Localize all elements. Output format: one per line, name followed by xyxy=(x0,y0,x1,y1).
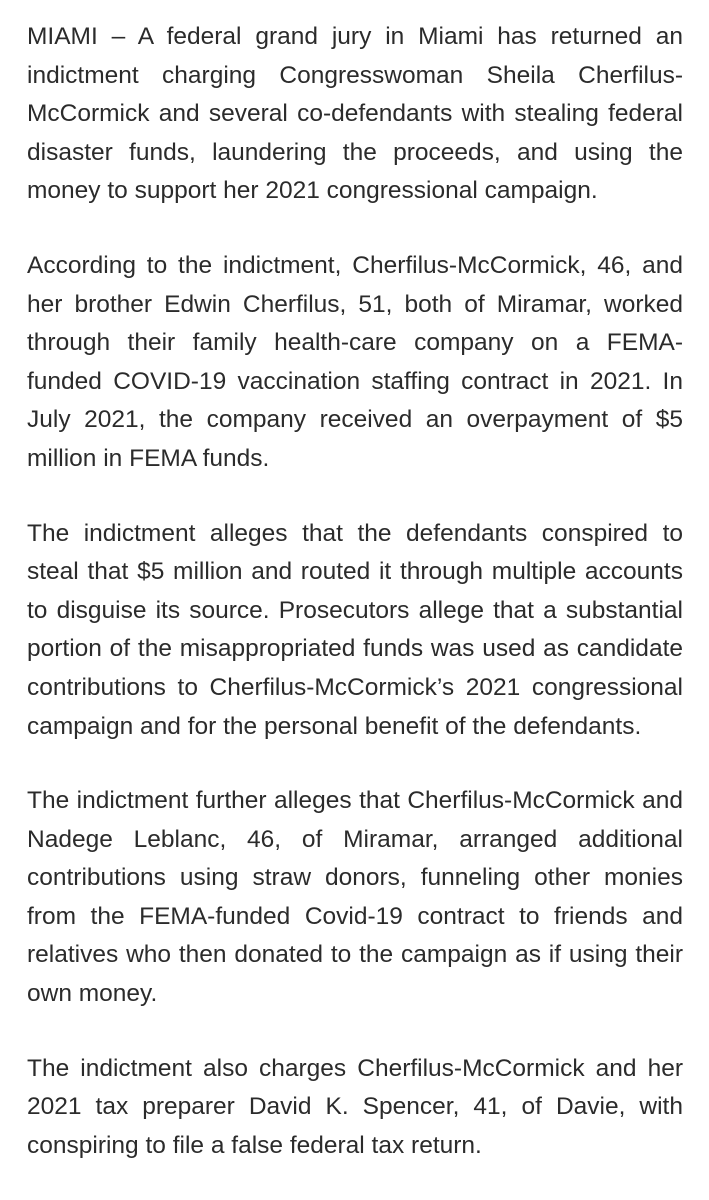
paragraph-intro: MIAMI – A federal grand jury in Miami has returned an indictment charging Congresswoman Sheila Cherfilus-McCormick and several co-defendants with stealing federal disaster funds, laundering the proceeds, and using the money to support her 2021 congressional campaign. xyxy=(27,23,683,205)
paragraph-tax-charges: The indictment also charges Cherfilus-McCormick and her 2021 tax preparer David K. Spencer, 41, of Davie, with conspiring to file a false federal tax return. xyxy=(27,1054,683,1159)
article-body xyxy=(27,18,683,1165)
paragraph-indictment-details: According to the indictment, Cherfilus-McCormick, 46, and her brother Edwin Cherfilus, 51, both of Miramar, worked through their family health-care company on a FEMA-funded COVID-19 vaccination staffing contract in 2021. In July 2021, the company received an overpayment of $5 million in FEMA funds. xyxy=(27,251,683,472)
paragraph-allegations: The indictment alleges that the defendants conspired to steal that $5 million and routed it through multiple accounts to disguise its source. Prosecutors allege that a substantial portion of the misappropriated funds was used as candidate contributions to Cherfilus-McCormick’s 2021 congressional campaign and for the personal benefit of the defendants. xyxy=(27,519,683,740)
paragraph-straw-donors: The indictment further alleges that Cherfilus-McCormick and Nadege Leblanc, 46, of Miramar, arranged additional contributions using straw donors, funneling other monies from the FEMA-funded Covid-19 contract to friends and relatives who then donated to the campaign as if using their own money. xyxy=(27,787,683,1008)
